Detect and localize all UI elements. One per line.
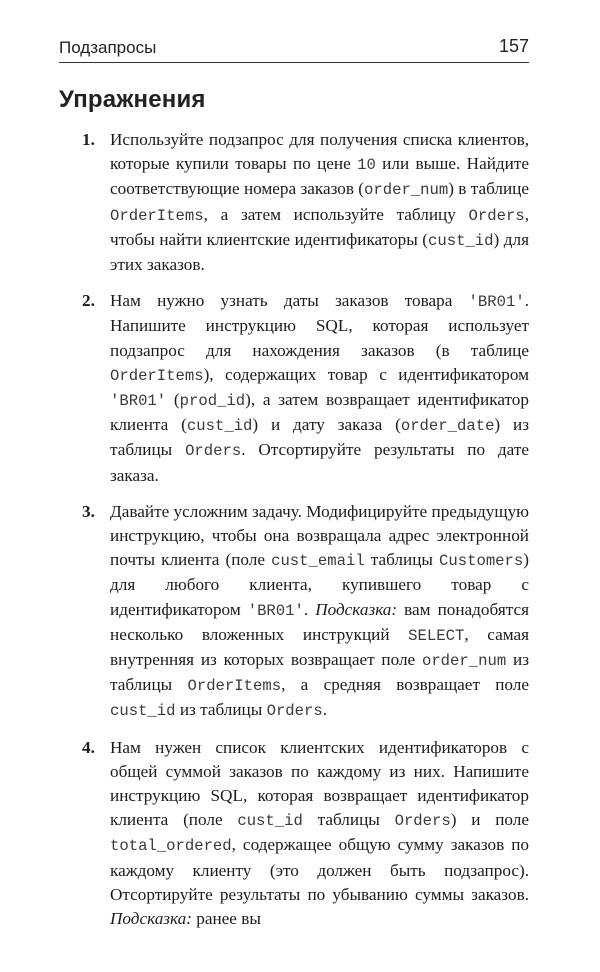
- exercise-list: [82, 128, 529, 943]
- running-head: [59, 36, 529, 63]
- exercises-heading: Упражнения: [59, 86, 206, 113]
- text-run: , чтобы найти клиентские идентификаторы (: [110, 204, 529, 249]
- text-run: вам понадобятся несколько вложенных инструкций: [110, 599, 529, 644]
- text-run: Используйте подзапрос для получения списка клиентов, которые купили товары по цене: [110, 130, 529, 174]
- text-run: , самая внутренняя из которых возвращает поле: [110, 624, 530, 670]
- text-run: Давайте усложним задачу. Модифицируйте предыдущую инструкцию, чтобы она возвращала адрес электронной почты клиента (поле: [110, 501, 529, 570]
- code-term: Customers: [439, 552, 524, 571]
- code-term: cust_id: [186, 417, 253, 436]
- text-run: ) и поле: [450, 810, 529, 830]
- exercise-text: [110, 502, 529, 720]
- page-number: 157: [498, 36, 529, 56]
- exercise-item: [82, 736, 529, 932]
- text-run: ), а затем возвращает идентификатор клиента (: [110, 390, 529, 435]
- text-run: ), содержащих товар с идентификатором: [203, 364, 529, 384]
- exercise-text: [110, 738, 529, 928]
- text-run: из таблицы: [175, 700, 267, 720]
- exercise-text: [110, 130, 529, 274]
- text-run: таблицы: [302, 810, 395, 830]
- code-term: 'BR01': [247, 601, 304, 620]
- text-run: .: [303, 599, 316, 619]
- text-run: ) в таблице: [448, 179, 530, 199]
- hint-label: Подсказка:: [110, 909, 192, 929]
- code-term: 10: [357, 156, 376, 175]
- code-term: OrderItems: [110, 206, 204, 225]
- text-run: ) для любого клиента, купившего товар с идентификатором: [110, 550, 529, 619]
- exercise-item: [82, 128, 529, 277]
- text-run: , а затем используйте таблицу: [203, 204, 469, 224]
- code-term: 'BR01': [110, 392, 167, 411]
- code-term: cust_id: [110, 702, 176, 721]
- code-term: order_date: [400, 417, 495, 436]
- code-term: prod_id: [179, 392, 246, 411]
- exercise-number: 4.: [82, 737, 95, 757]
- code-term: OrderItems: [110, 366, 204, 385]
- exercise-number: 1.: [82, 130, 95, 149]
- text-run: Нам нужен список клиентских идентификаторов с общей суммой заказов по каждому из них. Напишите инструкцию SQL, которая возвращает идентификатор клиента (поле: [110, 737, 529, 830]
- exercise-number: 3.: [82, 501, 95, 521]
- exercise-text: [110, 291, 529, 484]
- code-term: Orders: [468, 206, 525, 225]
- code-term: cust_email: [271, 552, 365, 571]
- code-term: total_ordered: [110, 837, 232, 856]
- text-run: . Напишите инструкцию SQL, которая использует подзапрос для нахождения заказов (в таблице: [110, 291, 529, 360]
- code-term: Orders: [266, 702, 323, 721]
- code-term: Orders: [185, 442, 242, 461]
- code-term: cust_id: [428, 231, 494, 250]
- text-run: , а средняя возвращает поле: [281, 675, 530, 695]
- text-run: ) для этих заказов.: [110, 229, 530, 275]
- code-term: Orders: [394, 812, 451, 831]
- text-run: ранее вы: [191, 909, 261, 929]
- code-term: 'BR01': [468, 293, 525, 312]
- exercise-item: [82, 500, 529, 724]
- text-run: ) и дату заказа (: [252, 415, 401, 435]
- code-term: cust_id: [237, 812, 303, 831]
- text-run: . Отсортируйте результаты по дате заказа.: [110, 440, 530, 485]
- code-term: OrderItems: [187, 677, 282, 696]
- exercise-number: 2.: [82, 291, 95, 311]
- exercise-item: [82, 289, 529, 488]
- text-run: таблицы: [364, 550, 440, 570]
- code-term: order_num: [421, 652, 507, 671]
- text-run: Нам нужно узнать даты заказов товара: [110, 291, 469, 311]
- text-run: (: [166, 390, 180, 410]
- section-title: Подзапросы: [59, 38, 157, 57]
- text-run: .: [322, 700, 328, 720]
- text-run: ) из таблицы: [110, 415, 529, 460]
- code-term: order_num: [364, 181, 449, 200]
- code-term: SELECT: [408, 626, 465, 645]
- text-run: из таблицы: [110, 650, 529, 695]
- text-run: или выше. Найдите соответствующие номера заказов (: [110, 154, 529, 199]
- hint-label: Подсказка:: [315, 599, 398, 619]
- text-run: , содержащее общую сумму заказов по каждому клиенту (это должен быть подзапрос). Отсортируйте результаты по убыванию суммы заказов.: [110, 835, 529, 904]
